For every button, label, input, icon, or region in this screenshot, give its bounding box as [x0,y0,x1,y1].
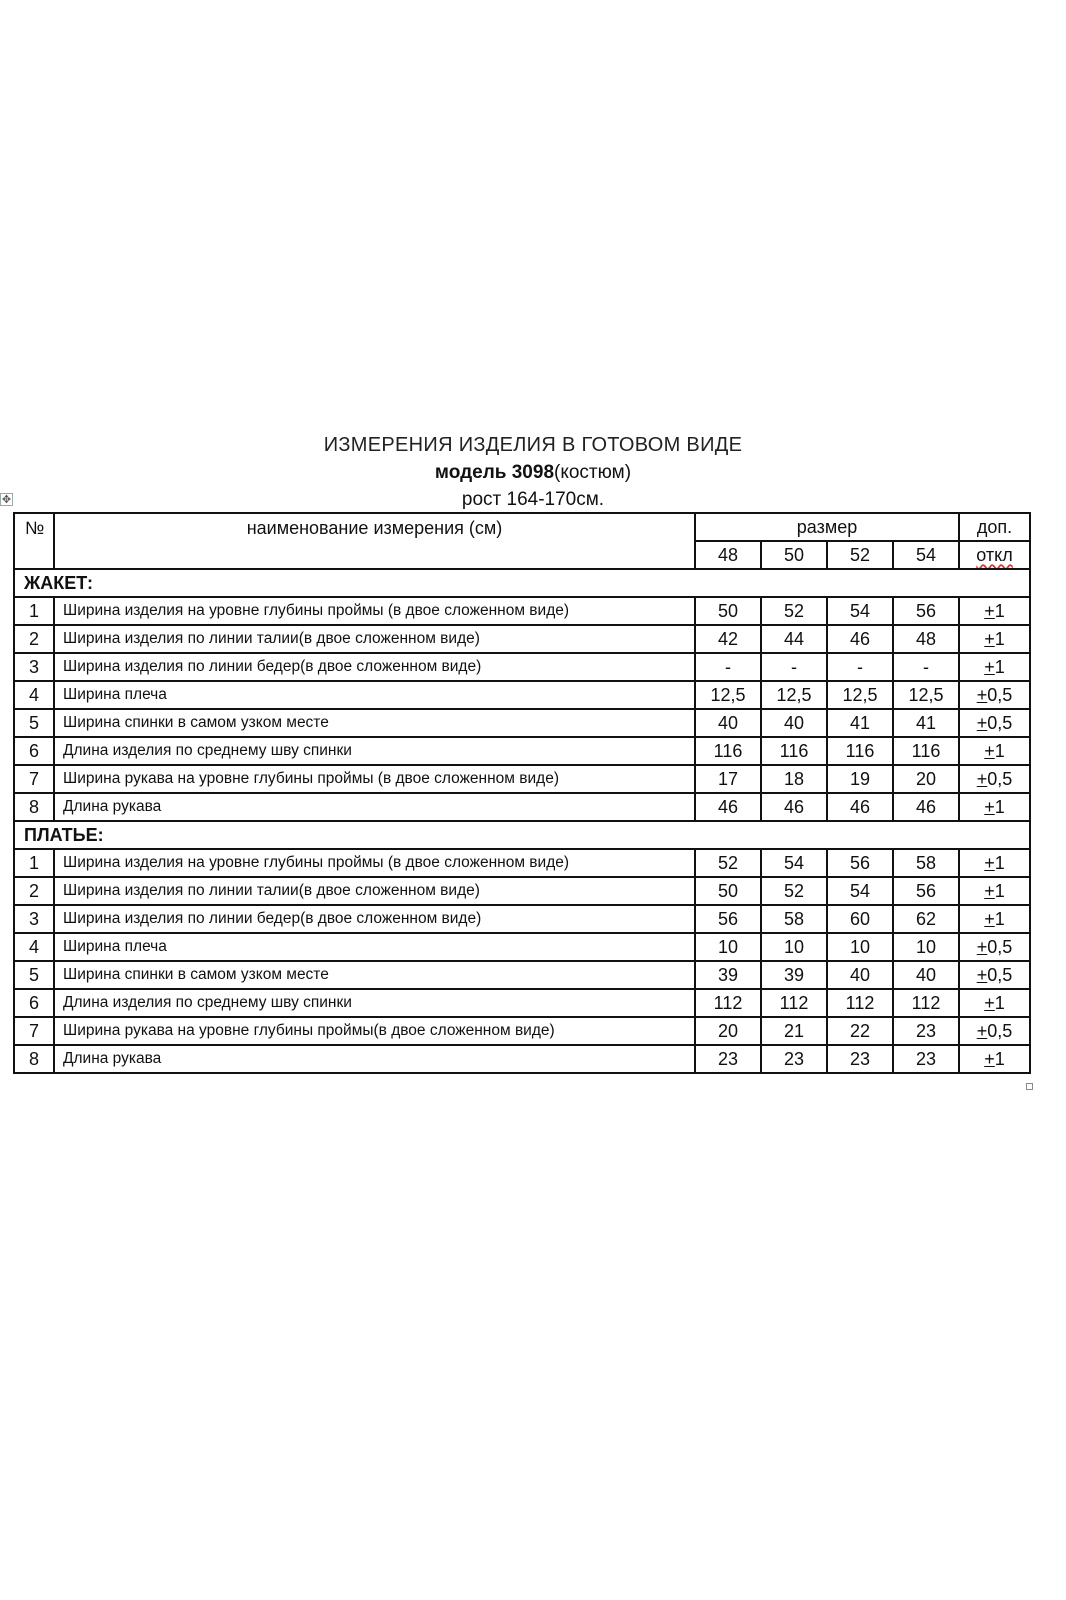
size-value: 12,5 [893,681,959,709]
header-name: наименование измерения (см) [54,513,695,569]
tolerance-value: 1 [994,796,1005,817]
header-tol-2 [959,541,1030,569]
size-value: 42 [695,625,761,653]
tolerance-value: 1 [994,740,1005,761]
row-number: 2 [14,625,54,653]
tolerance [959,737,1030,765]
table-row [14,933,1030,961]
row-number: 1 [14,597,54,625]
size-value: 23 [893,1017,959,1045]
table-row [14,961,1030,989]
tolerance-value: 0,5 [987,768,1013,789]
header-size-54: 54 [893,541,959,569]
tolerance [959,849,1030,877]
table-row [14,849,1030,877]
tolerance-value: 1 [994,992,1005,1013]
size-value: 20 [695,1017,761,1045]
size-value: 40 [827,961,893,989]
tolerance-sign: + [976,936,988,957]
size-value: 10 [893,933,959,961]
tolerance [959,961,1030,989]
size-value: 54 [827,877,893,905]
size-value: 39 [695,961,761,989]
table-row [14,793,1030,821]
measurement-name: Ширина плеча [54,933,695,961]
size-value: 56 [893,877,959,905]
size-value: 56 [893,597,959,625]
size-value: 23 [893,1045,959,1073]
model-number: модель 3098 [434,462,555,483]
row-number: 7 [14,765,54,793]
tolerance [959,653,1030,681]
tolerance [959,709,1030,737]
header-size-52: 52 [827,541,893,569]
size-value: 39 [761,961,827,989]
size-value: 46 [761,793,827,821]
table-row [14,681,1030,709]
size-value: 10 [761,933,827,961]
tolerance-value: 1 [994,1048,1005,1069]
row-number: 5 [14,709,54,737]
doc-title: ИЗМЕРЕНИЯ ИЗДЕЛИЯ В ГОТОВОМ ВИДЕ [323,434,743,456]
tolerance-sign: + [984,880,995,901]
size-value: 52 [695,849,761,877]
size-value: 12,5 [695,681,761,709]
tolerance-value: 0,5 [987,1020,1013,1041]
row-number: 3 [14,653,54,681]
size-value: - [695,653,761,681]
size-value: 58 [761,905,827,933]
table-row [14,597,1030,625]
size-value: 50 [695,597,761,625]
table-row [14,905,1030,933]
table-row [14,653,1030,681]
tolerance-sign: + [984,740,995,761]
table-row [14,765,1030,793]
measurement-name: Ширина изделия на уровне глубины проймы (в двое сложенном виде) [54,849,695,877]
size-value: 52 [761,877,827,905]
size-value: 116 [761,737,827,765]
size-value: 56 [695,905,761,933]
size-value: 12,5 [827,681,893,709]
size-value: 17 [695,765,761,793]
size-value: 60 [827,905,893,933]
tolerance-value: 0,5 [987,936,1013,957]
size-value: 112 [695,989,761,1017]
tolerance [959,681,1030,709]
size-value: 112 [893,989,959,1017]
table-row [14,625,1030,653]
tolerance [959,597,1030,625]
size-value: 46 [695,793,761,821]
size-value: 62 [893,905,959,933]
tolerance-sign: + [984,908,995,929]
size-value: 54 [827,597,893,625]
tolerance-value: 1 [994,880,1005,901]
size-value: 10 [695,933,761,961]
header-tol-2-text: откл [976,544,1013,565]
tolerance-value: 0,5 [987,684,1013,705]
row-number: 1 [14,849,54,877]
size-value: 56 [827,849,893,877]
section-title: ПЛАТЬЕ: [14,821,1030,849]
tolerance-value: 1 [994,908,1005,929]
tolerance-sign: + [984,628,995,649]
size-value: 40 [761,709,827,737]
header-size-50: 50 [761,541,827,569]
measurement-name: Ширина изделия на уровне глубины проймы (в двое сложенном виде) [54,597,695,625]
measurement-name: Длина рукава [54,793,695,821]
size-value: 40 [893,961,959,989]
measurement-name: Длина изделия по среднему шву спинки [54,989,695,1017]
size-value: 50 [695,877,761,905]
size-value: 10 [827,933,893,961]
tolerance [959,877,1030,905]
measurement-name: Ширина плеча [54,681,695,709]
tolerance-sign: + [984,992,995,1013]
tolerance-sign: + [976,1020,988,1041]
size-value: 46 [827,625,893,653]
table-row [14,989,1030,1017]
table-row [14,1017,1030,1045]
row-number: 4 [14,681,54,709]
tolerance-value: 0,5 [987,964,1013,985]
row-number: 4 [14,933,54,961]
size-value: 52 [761,597,827,625]
size-value: 112 [827,989,893,1017]
section-row [14,569,1030,597]
table-row [14,709,1030,737]
tolerance-sign: + [976,684,988,705]
height-line: рост 164-170см. [461,489,605,510]
row-number: 7 [14,1017,54,1045]
measurement-name: Ширина рукава на уровне глубины проймы(в двое сложенном виде) [54,1017,695,1045]
measurement-name: Ширина изделия по линии талии(в двое сложенном виде) [54,877,695,905]
size-value: 112 [761,989,827,1017]
size-value: 12,5 [761,681,827,709]
row-number: 5 [14,961,54,989]
table-body [14,513,1030,1073]
tolerance-value: 1 [994,628,1005,649]
tolerance-sign: + [984,796,995,817]
size-value: 44 [761,625,827,653]
tolerance-sign: + [984,852,995,873]
tolerance [959,989,1030,1017]
tolerance-value: 0,5 [987,712,1013,733]
row-number: 6 [14,737,54,765]
size-value: 22 [827,1017,893,1045]
header-num: № [14,513,54,569]
tolerance [959,905,1030,933]
tolerance [959,793,1030,821]
tolerance-sign: + [984,600,995,621]
tolerance-sign: + [976,712,988,733]
size-value: 19 [827,765,893,793]
size-value: 20 [893,765,959,793]
tolerance-sign: + [976,768,988,789]
size-value: 58 [893,849,959,877]
tolerance [959,933,1030,961]
measurement-name: Ширина спинки в самом узком месте [54,961,695,989]
size-value: 41 [827,709,893,737]
size-value: 116 [827,737,893,765]
size-value: 40 [695,709,761,737]
measurements-table [13,512,1031,1074]
size-value: 23 [827,1045,893,1073]
tolerance [959,625,1030,653]
section-row [14,821,1030,849]
resize-square-icon[interactable] [1026,1083,1033,1090]
measurement-name: Ширина изделия по линии бедер(в двое сложенном виде) [54,653,695,681]
size-value: - [827,653,893,681]
row-number: 8 [14,793,54,821]
row-number: 2 [14,877,54,905]
table-row [14,1045,1030,1073]
measurement-name: Длина рукава [54,1045,695,1073]
header-size-48: 48 [695,541,761,569]
measurement-name: Длина изделия по среднему шву спинки [54,737,695,765]
tolerance-sign: + [976,964,988,985]
tolerance-sign: + [984,1048,995,1069]
size-value: 54 [761,849,827,877]
size-value: 46 [893,793,959,821]
tolerance [959,1017,1030,1045]
model-kind: (костюм) [554,462,632,483]
measurement-name: Ширина рукава на уровне глубины проймы (в двое сложенном виде) [54,765,695,793]
header-tol-1: доп. [959,513,1030,541]
size-value: 48 [893,625,959,653]
table-row [14,737,1030,765]
header-row-1 [14,513,1030,541]
header-size: размер [695,513,959,541]
tolerance [959,765,1030,793]
row-number: 3 [14,905,54,933]
section-title: ЖАКЕТ: [14,569,1030,597]
measurement-name: Ширина изделия по линии талии(в двое сложенном виде) [54,625,695,653]
measurement-name: Ширина спинки в самом узком месте [54,709,695,737]
row-number: 6 [14,989,54,1017]
table-row [14,877,1030,905]
size-value: 46 [827,793,893,821]
tolerance [959,1045,1030,1073]
size-value: 116 [893,737,959,765]
tolerance-value: 1 [994,852,1005,873]
measurement-name: Ширина изделия по линии бедер(в двое сложенном виде) [54,905,695,933]
size-value: - [761,653,827,681]
model-line [0,462,1066,484]
size-value: 23 [761,1045,827,1073]
size-value: 116 [695,737,761,765]
tolerance-value: 1 [994,600,1005,621]
size-value: 18 [761,765,827,793]
size-value: 21 [761,1017,827,1045]
move-cross-icon[interactable]: ✥ [1,494,12,506]
tolerance-sign: + [984,656,995,677]
size-value: 23 [695,1045,761,1073]
size-value: 41 [893,709,959,737]
row-number: 8 [14,1045,54,1073]
tolerance-value: 1 [994,656,1005,677]
size-value: - [893,653,959,681]
